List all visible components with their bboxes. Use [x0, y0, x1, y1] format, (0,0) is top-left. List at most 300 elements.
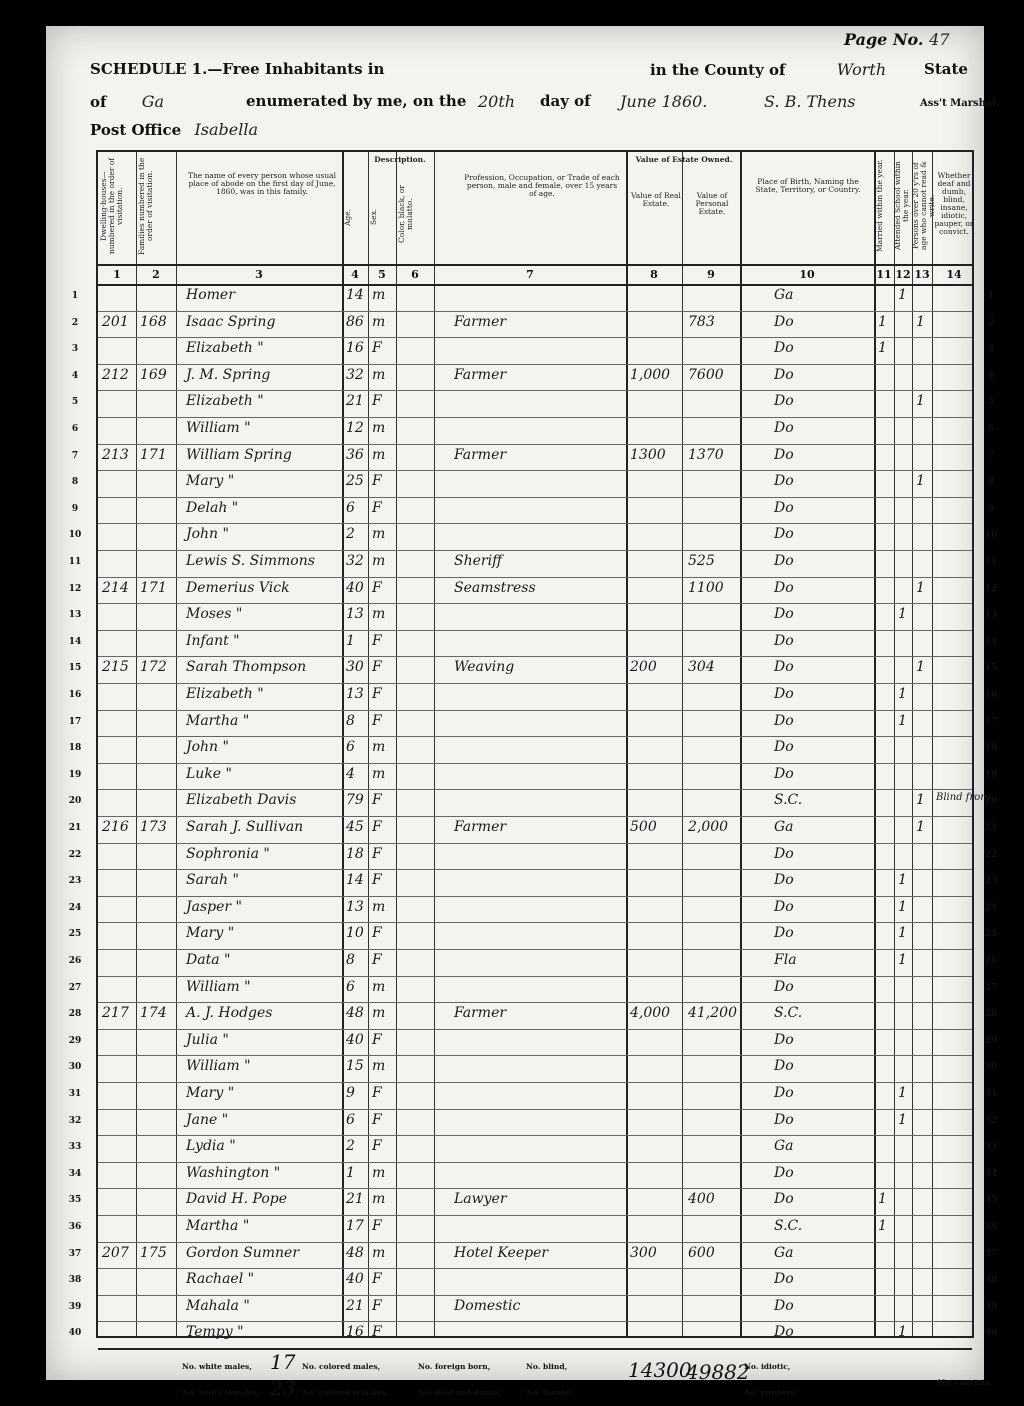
cell-birth: Ga — [774, 1138, 794, 1155]
cell-real: 1,000 — [630, 366, 671, 383]
footer-value: 14300 — [628, 1358, 692, 1382]
row-number-right: 8 — [987, 477, 995, 488]
column-rule — [176, 152, 177, 1336]
column-number: 9 — [707, 268, 715, 281]
cell-sch: 1 — [898, 686, 907, 702]
day-text: 20th — [478, 92, 516, 111]
cell-birth: Do — [774, 553, 794, 569]
post-office-value: Isabella — [194, 120, 259, 139]
row-number-left: 28 — [68, 1009, 82, 1020]
cell-sex: m — [372, 420, 386, 436]
cell-name: John " — [186, 739, 229, 756]
cell-birth: Do — [774, 1085, 794, 1101]
cell-sex: F — [372, 1031, 382, 1048]
cell-birth: Do — [774, 1297, 794, 1314]
row-rule — [98, 1162, 972, 1163]
row-number-left: 12 — [68, 583, 82, 594]
cell-sch: 1 — [898, 898, 907, 915]
row-number-right: 23 — [984, 876, 998, 887]
page-number-label: Page No. — [844, 30, 924, 49]
column-number: 3 — [255, 268, 263, 281]
row-number-left: 21 — [68, 823, 82, 833]
cell-sex: m — [372, 739, 386, 756]
cell-age: 10 — [346, 925, 364, 942]
row-number-right: 25 — [984, 929, 998, 940]
cell-age: 21 — [346, 1297, 364, 1314]
header-color: Color, black, or mulatto. — [397, 185, 414, 243]
cell-age: 21 — [346, 1191, 364, 1208]
row-number-right: 24 — [984, 902, 998, 913]
row-rule — [98, 1295, 972, 1296]
census-page — [46, 26, 1000, 1400]
footer-rule — [98, 1348, 972, 1350]
row-number-left: 38 — [68, 1275, 82, 1286]
column-number: 12 — [895, 268, 911, 281]
row-number-right: 7 — [987, 450, 995, 461]
row-number-right: 20 — [984, 796, 998, 807]
column-number: 6 — [411, 268, 419, 281]
column-rule — [682, 152, 683, 1336]
row-number-left: 23 — [68, 876, 82, 887]
cell-name: J. M. Spring — [186, 366, 271, 383]
cell-sex: m — [372, 1191, 386, 1208]
cell-age: 6 — [346, 739, 355, 756]
cell-name: Luke " — [186, 765, 232, 782]
cell-pers: 2,000 — [688, 819, 729, 835]
page-number — [844, 30, 949, 49]
cell-birth: Do — [774, 526, 794, 543]
row-number-right: 28 — [984, 1009, 998, 1020]
county-label: in the County of — [650, 61, 786, 79]
row-number-right: 21 — [984, 823, 998, 833]
cell-age: 86 — [346, 313, 364, 330]
footer-value: 23 — [270, 1376, 296, 1400]
row-number-right: 31 — [984, 1089, 998, 1099]
cell-sch: 1 — [898, 606, 907, 623]
row-number-right: 38 — [984, 1275, 998, 1286]
column-rule — [136, 152, 137, 1336]
row-number-right: 26 — [984, 956, 998, 966]
cell-birth: Do — [774, 473, 794, 490]
cell-occ: Farmer — [454, 819, 507, 835]
cell-name: Mahala " — [186, 1297, 250, 1314]
row-rule — [98, 736, 972, 737]
cell-name: David H. Pope — [186, 1191, 288, 1208]
column-number: 13 — [914, 268, 930, 281]
row-number-right: 36 — [984, 1222, 998, 1232]
cell-age: 40 — [346, 1031, 364, 1048]
row-rule — [98, 523, 972, 524]
cell-sex: F — [372, 1297, 382, 1314]
cell-pers: 525 — [688, 553, 715, 569]
column-number: 2 — [152, 268, 160, 281]
cell-pers: 600 — [688, 1244, 715, 1261]
row-rule — [98, 1055, 972, 1056]
cell-sex: m — [372, 313, 386, 330]
row-rule — [98, 337, 972, 338]
header-dwelling: Dwelling-houses—numbered in the order of visitation. — [99, 157, 124, 255]
cell-sex: m — [372, 287, 386, 303]
row-number-left: 9 — [71, 503, 79, 514]
cell-birth: Do — [774, 313, 794, 330]
cell-name: Martha " — [186, 712, 250, 729]
cell-sex: m — [372, 765, 386, 782]
column-rule — [894, 152, 895, 1336]
row-number-left: 37 — [68, 1248, 82, 1259]
cell-name: Sophronia " — [186, 845, 270, 862]
footer-value: 49882 — [686, 1360, 750, 1384]
cell-sex: F — [372, 1218, 382, 1234]
cell-pers: 1370 — [688, 446, 724, 463]
cell-sex: F — [372, 1111, 382, 1128]
cell-name: Martha " — [186, 1218, 250, 1234]
row-number-left: 6 — [71, 424, 79, 434]
header-name: The name of every person whose usual place of abode on the first day of June, 1860, was in this family. — [187, 171, 337, 196]
cell-age: 48 — [346, 1005, 364, 1022]
cell-rw: 1 — [916, 659, 925, 676]
cell-pers: 783 — [688, 313, 715, 330]
cell-name: Elizabeth " — [186, 340, 264, 357]
cell-mar: 1 — [878, 1191, 887, 1208]
cell-sex: F — [372, 925, 382, 942]
cell-name: Rachael " — [186, 1271, 255, 1288]
row-number-right: 22 — [984, 849, 998, 860]
cell-name: Mary " — [186, 1085, 235, 1101]
cell-dw: 215 — [102, 659, 129, 676]
cell-sex: F — [372, 1085, 382, 1101]
cell-pers: 304 — [688, 659, 715, 676]
cell-name: Sarah " — [186, 872, 239, 889]
footer-value: 17 — [270, 1350, 296, 1374]
row-number-right: 32 — [984, 1115, 998, 1126]
cell-birth: S.C. — [774, 1218, 803, 1234]
footer-label: No. foreign born, — [418, 1362, 491, 1371]
row-rule — [98, 976, 972, 977]
state-line — [90, 92, 164, 111]
cell-birth: Do — [774, 1191, 794, 1208]
row-number-left: 36 — [68, 1222, 82, 1232]
row-rule — [98, 789, 972, 790]
row-rule — [98, 1082, 972, 1083]
row-rule — [98, 364, 972, 365]
cell-birth: Fla — [774, 952, 797, 968]
cell-name: Julia " — [186, 1031, 229, 1048]
row-rule — [98, 577, 972, 578]
cell-name: Tempy " — [186, 1324, 244, 1341]
cell-sex: F — [372, 579, 382, 596]
row-rule — [98, 1242, 972, 1243]
header-age: Age. — [343, 208, 352, 226]
cell-real: 200 — [630, 659, 657, 676]
row-number-right: 34 — [984, 1168, 998, 1179]
header-rule — [98, 264, 972, 266]
row-rule — [98, 1029, 972, 1030]
column-number: 14 — [946, 268, 962, 281]
cell-sex: F — [372, 1324, 382, 1341]
cell-cond: Blind from — [936, 792, 990, 804]
state-label: State — [924, 60, 968, 78]
row-rule — [98, 816, 972, 817]
cell-pers: 400 — [688, 1191, 715, 1208]
row-rule — [98, 417, 972, 418]
cell-occ: Domestic — [454, 1297, 521, 1314]
cell-rw: 1 — [916, 579, 925, 596]
column-rule — [342, 152, 344, 1336]
cell-name: Elizabeth " — [186, 686, 264, 702]
day-value — [478, 92, 515, 111]
cell-sex: F — [372, 1138, 382, 1155]
cell-name: Gordon Sumner — [186, 1244, 300, 1261]
cell-name: Sarah Thompson — [186, 659, 307, 676]
row-number-right: 19 — [984, 769, 998, 780]
row-number-left: 16 — [68, 690, 82, 700]
row-number-right: 17 — [984, 716, 998, 727]
state-value: Ga — [141, 92, 165, 111]
cell-age: 1 — [346, 632, 355, 649]
cell-birth: Do — [774, 765, 794, 782]
cell-sex: F — [372, 340, 382, 357]
row-number-right: 6 — [987, 424, 995, 434]
cell-age: 2 — [346, 1138, 355, 1155]
row-rule — [98, 683, 972, 684]
post-office-line — [90, 120, 258, 139]
cell-age: 18 — [346, 845, 364, 862]
row-number-right: 13 — [984, 610, 998, 621]
row-rule — [98, 444, 972, 445]
row-number-right: 12 — [984, 583, 998, 594]
cell-age: 12 — [346, 420, 364, 436]
cell-sex: F — [372, 845, 382, 862]
day-label: day of — [540, 92, 591, 110]
cell-rw: 1 — [916, 792, 925, 809]
cell-birth: Do — [774, 632, 794, 649]
cell-sch: 1 — [898, 1111, 907, 1128]
cell-name: Data " — [186, 952, 231, 968]
county-line — [650, 60, 886, 79]
post-office-label: Post Office — [90, 121, 182, 139]
cell-age: 8 — [346, 952, 355, 968]
column-number: 11 — [876, 268, 892, 281]
row-number-right: 40 — [984, 1328, 998, 1339]
cell-birth: Do — [774, 393, 794, 410]
row-number-left: 11 — [68, 557, 82, 567]
cell-name: Isaac Spring — [186, 313, 276, 330]
cell-fam: 171 — [140, 446, 167, 463]
cell-name: Lewis S. Simmons — [186, 553, 315, 569]
row-number-left: 35 — [68, 1195, 82, 1206]
cell-sex: F — [372, 686, 382, 702]
row-rule — [98, 896, 972, 897]
marshal-name — [764, 92, 855, 111]
column-number: 7 — [526, 268, 534, 281]
cell-birth: Do — [774, 340, 794, 357]
cell-occ: Sheriff — [454, 553, 502, 569]
month-year — [620, 92, 707, 111]
cell-dw: 213 — [102, 446, 129, 463]
header-birthplace: Place of Birth, Naming the State, Territory, or Country. — [755, 177, 861, 194]
cell-birth: S.C. — [774, 1005, 803, 1022]
cell-birth: Do — [774, 739, 794, 756]
row-number-left: 8 — [71, 477, 79, 488]
row-rule — [98, 603, 972, 604]
row-rule — [98, 630, 972, 631]
cell-age: 13 — [346, 606, 364, 623]
cell-name: Moses " — [186, 606, 243, 623]
row-number-left: 5 — [71, 397, 79, 408]
cell-age: 6 — [346, 978, 355, 995]
cell-birth: Do — [774, 978, 794, 995]
cell-pers: 41,200 — [688, 1005, 737, 1022]
cell-birth: Do — [774, 1058, 794, 1075]
row-rule — [98, 1188, 972, 1189]
cell-real: 300 — [630, 1244, 657, 1261]
cell-birth: Do — [774, 499, 794, 516]
cell-sex: F — [372, 499, 382, 516]
row-rule — [98, 949, 972, 950]
cell-sex: m — [372, 978, 386, 995]
row-number-left: 33 — [68, 1142, 82, 1153]
cell-mar: 1 — [878, 1218, 887, 1234]
row-number-right: 3 — [987, 344, 995, 355]
column-rule — [434, 152, 435, 1336]
cell-mar: 1 — [878, 340, 887, 357]
cell-sex: m — [372, 606, 386, 623]
cell-sex: F — [372, 659, 382, 676]
cell-occ: Weaving — [454, 659, 515, 676]
cell-fam: 169 — [140, 366, 167, 383]
cell-name: A. J. Hodges — [186, 1005, 273, 1022]
cell-real: 4,000 — [630, 1005, 671, 1022]
cell-age: 4 — [346, 765, 355, 782]
row-number-left: 7 — [71, 450, 79, 461]
row-number-right: 11 — [984, 557, 998, 567]
cell-age: 6 — [346, 499, 355, 516]
row-rule — [98, 922, 972, 923]
cell-name: William Spring — [186, 446, 292, 463]
cell-fam: 174 — [140, 1005, 167, 1022]
cell-age: 15 — [346, 1058, 364, 1075]
footer-label: No. paupers, — [744, 1388, 798, 1397]
row-number-right: 39 — [984, 1301, 998, 1312]
cell-sex: m — [372, 1164, 386, 1181]
cell-name: William " — [186, 420, 251, 436]
cell-sex: F — [372, 473, 382, 490]
row-number-left: 2 — [71, 317, 79, 328]
row-number-left: 24 — [68, 902, 82, 913]
column-rule — [932, 152, 933, 1336]
cell-dw: 212 — [102, 366, 129, 383]
row-number-left: 31 — [68, 1089, 82, 1099]
row-number-left: 27 — [68, 982, 82, 993]
header-read-write: Persons over 20 y'rs of age who cannot read & write. — [911, 161, 936, 251]
cell-sex: m — [372, 1005, 386, 1022]
cell-name: Jasper " — [186, 898, 242, 915]
row-number-left: 1 — [71, 291, 79, 301]
footer-label: No. blind, — [526, 1362, 568, 1371]
cell-age: 30 — [346, 659, 364, 676]
cell-name: William " — [186, 978, 251, 995]
cell-age: 79 — [346, 792, 364, 809]
column-rule — [874, 152, 876, 1336]
row-rule — [98, 656, 972, 657]
column-number: 8 — [650, 268, 658, 281]
cell-birth: Do — [774, 1111, 794, 1128]
cell-birth: Do — [774, 606, 794, 623]
cell-fam: 173 — [140, 819, 167, 835]
page-number-value: 47 — [929, 30, 950, 49]
header-married: Married within the year. — [875, 159, 884, 253]
cell-name: Infant " — [186, 632, 240, 649]
cell-sch: 1 — [898, 287, 907, 303]
cell-occ: Farmer — [454, 446, 507, 463]
row-number-right: 33 — [984, 1142, 998, 1153]
row-rule — [98, 1002, 972, 1003]
row-number-left: 30 — [68, 1062, 82, 1073]
cell-birth: Ga — [774, 1244, 794, 1261]
cell-sex: F — [372, 1271, 382, 1288]
footer-label: No. convicts, — [938, 1378, 993, 1387]
cell-sch: 1 — [898, 1085, 907, 1101]
row-number-left: 40 — [68, 1328, 82, 1339]
cell-sch: 1 — [898, 872, 907, 889]
cell-sex: m — [372, 553, 386, 569]
cell-birth: Do — [774, 712, 794, 729]
header-real-estate: Value of Real Estate. — [631, 191, 681, 208]
cell-age: 16 — [346, 1324, 364, 1341]
cell-birth: Do — [774, 1164, 794, 1181]
cell-sex: F — [372, 712, 382, 729]
cell-age: 13 — [346, 898, 364, 915]
cell-age: 8 — [346, 712, 355, 729]
cell-age: 45 — [346, 819, 364, 835]
cell-name: Mary " — [186, 473, 235, 490]
cell-birth: Do — [774, 845, 794, 862]
cell-real: 500 — [630, 819, 657, 835]
row-number-left: 10 — [68, 530, 82, 541]
cell-rw: 1 — [916, 819, 925, 835]
cell-birth: Do — [774, 1031, 794, 1048]
header-value: Value of Estate Owned. — [635, 155, 733, 164]
row-number-left: 4 — [71, 370, 79, 381]
row-rule — [98, 1135, 972, 1136]
row-number-left: 32 — [68, 1115, 82, 1126]
column-rule — [912, 152, 913, 1336]
cell-birth: Do — [774, 659, 794, 676]
cell-name: John " — [186, 526, 229, 543]
column-number: 1 — [113, 268, 121, 281]
row-rule — [98, 1109, 972, 1110]
cell-fam: 171 — [140, 579, 167, 596]
cell-name: Sarah J. Sullivan — [186, 819, 304, 835]
row-number-right: 27 — [984, 982, 998, 993]
row-number-left: 34 — [68, 1168, 82, 1179]
row-rule — [98, 390, 972, 391]
cell-rw: 1 — [916, 473, 925, 490]
row-number-right: 35 — [984, 1195, 998, 1206]
number-rule — [98, 284, 972, 286]
cell-sex: F — [372, 632, 382, 649]
footer-label: No. white females, — [182, 1388, 260, 1397]
cell-fam: 168 — [140, 313, 167, 330]
row-number-right: 15 — [984, 663, 998, 674]
cell-sch: 1 — [898, 712, 907, 729]
column-rule — [740, 152, 742, 1336]
cell-name: Homer — [186, 287, 235, 303]
header-sex: Sex. — [369, 208, 378, 226]
cell-name: Elizabeth " — [186, 393, 264, 410]
header-personal-estate: Value of Personal Estate. — [695, 191, 729, 216]
cell-sex: m — [372, 446, 386, 463]
